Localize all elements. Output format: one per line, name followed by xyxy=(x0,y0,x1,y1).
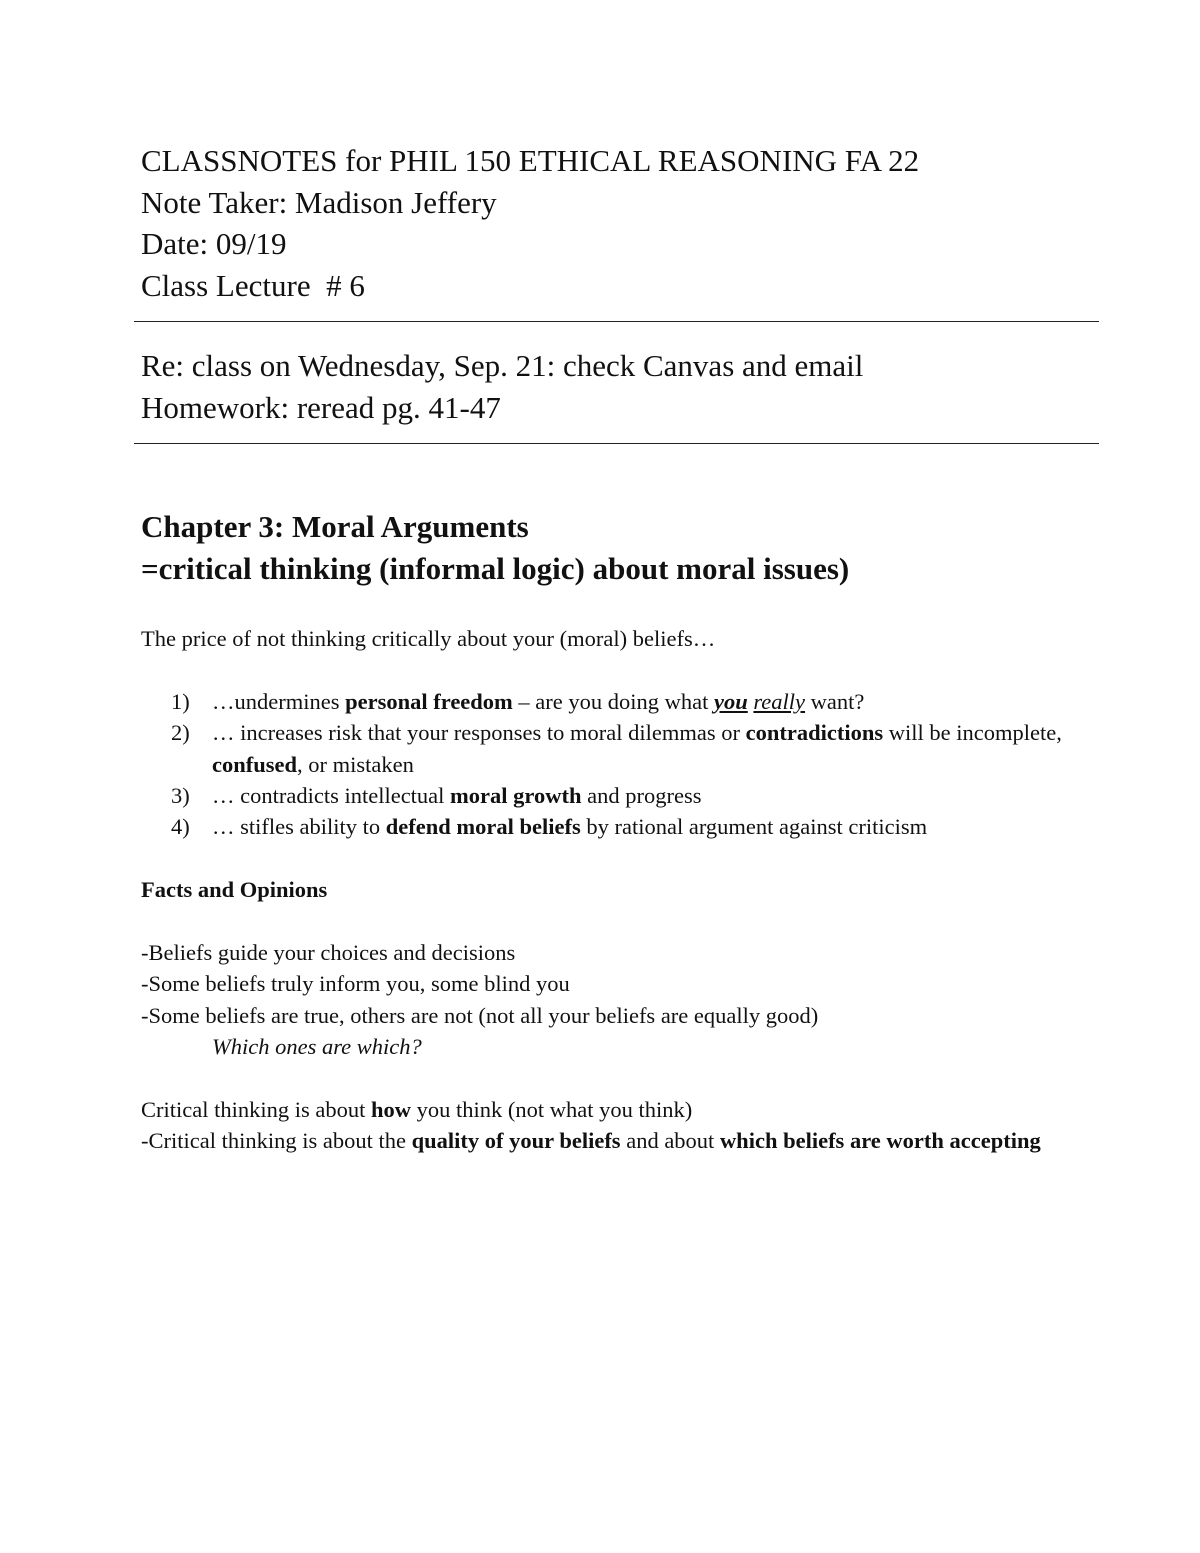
homework-notice: Homework: reread pg. 41-47 xyxy=(141,389,501,425)
critical-line-1: Critical thinking is about how you think (not what you think) xyxy=(141,1097,693,1123)
list-item: 1) …undermines personal freedom – are you doing what you really want? xyxy=(171,688,865,714)
divider-bottom xyxy=(134,443,1099,444)
notice-block xyxy=(141,345,1101,428)
notes-body xyxy=(141,623,1101,1157)
chapter-heading xyxy=(141,506,1101,589)
note-taker: Note Taker: Madison Jeffery xyxy=(141,184,497,220)
divider-top xyxy=(134,321,1099,322)
critical-line-2: -Critical thinking is about the quality of your beliefs and about which beliefs are worth accepting xyxy=(141,1128,1041,1154)
class-notice: Re: class on Wednesday, Sep. 21: check Canvas and email xyxy=(141,348,864,383)
chapter-title: Chapter 3: Moral Arguments xyxy=(141,509,529,544)
lecture-number: Class Lecture # 6 xyxy=(141,267,365,303)
list-item: 3) … contradicts intellectual moral growth and progress xyxy=(171,783,702,809)
facts-line: -Beliefs guide your choices and decisions xyxy=(141,940,516,966)
facts-line: -Some beliefs are true, others are not (not all your beliefs are equally good) xyxy=(141,1002,819,1028)
note-date: Date: 09/19 xyxy=(141,226,287,261)
price-intro: The price of not thinking critically about your (moral) beliefs… xyxy=(141,626,716,651)
facts-line: -Some beliefs truly inform you, some blind you xyxy=(141,971,570,997)
list-item: 4) … stifles ability to defend moral beliefs by rational argument against criticism xyxy=(171,814,928,840)
facts-heading: Facts and Opinions xyxy=(141,877,328,903)
chapter-subtitle: =critical thinking (informal logic) about moral issues) xyxy=(141,550,850,586)
facts-question: Which ones are which? xyxy=(212,1034,422,1060)
price-list xyxy=(141,686,1101,843)
document-title: CLASSNOTES for PHIL 150 ETHICAL REASONING FA 22 xyxy=(141,143,920,178)
list-item: 2) … increases risk that your responses to moral dilemmas or contradictions will be incomplete, confused, or mistaken xyxy=(171,720,1062,777)
notes-header xyxy=(141,140,1101,306)
